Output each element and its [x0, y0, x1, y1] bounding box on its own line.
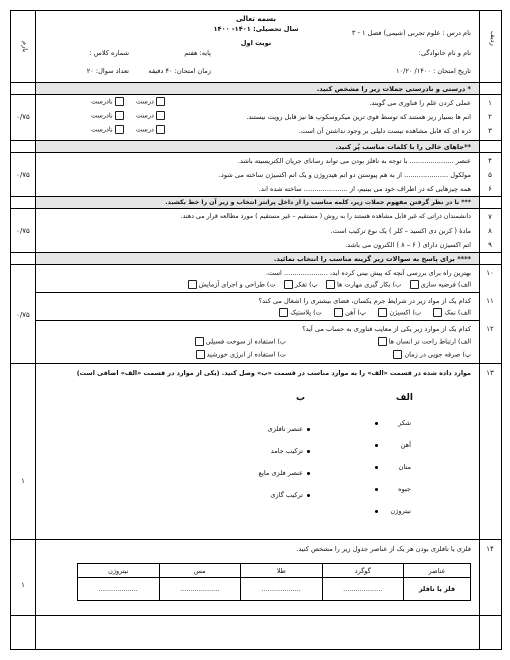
- option-d: ت) استفاده از انرژی خورشید: [206, 350, 286, 359]
- option-checkbox[interactable]: [378, 337, 387, 346]
- exam-sheet: [10, 10, 502, 650]
- option-d: ت) پلاستیک: [290, 308, 322, 317]
- match-dot[interactable]: [307, 450, 310, 453]
- question-number: ۱۲: [486, 325, 494, 333]
- question-number: ۱۱: [486, 297, 494, 305]
- tf-true-label: درست: [136, 97, 154, 106]
- divider: [11, 208, 501, 209]
- score-group-2: ۰/۷۵: [16, 171, 30, 179]
- option-checkbox[interactable]: [196, 350, 205, 359]
- tf-true-label: درست: [136, 111, 154, 120]
- option-a: الف) فرضیه سازی: [420, 280, 471, 289]
- student-name-field[interactable]: نام و نام خانوادگی:: [418, 49, 471, 57]
- match-a-item: نیتروژن: [390, 507, 411, 515]
- divider: [35, 320, 479, 321]
- option-checkbox[interactable]: [188, 280, 197, 289]
- mcq-question-11: کدام یک از مواد زیر در شرایط جرم یکسان، فضای بیشتری را اشغال می کند؟: [258, 297, 471, 305]
- tf-options-2: [91, 111, 167, 120]
- row-column-divider: [479, 11, 480, 649]
- question-number: ۳: [488, 127, 492, 135]
- option-checkbox[interactable]: [195, 337, 204, 346]
- tf-false-label: نادرست: [91, 111, 113, 120]
- option-checkbox[interactable]: [279, 308, 288, 317]
- section-2-title: **جاهای خالی را با کلمات مناسب پُر کنید.: [335, 143, 471, 151]
- choose-question-9: اتم اکسیژن دارای ( ۶ – ۸ ) الکترون می باشد.: [345, 241, 471, 249]
- score-group-1: ۰/۷۵: [16, 113, 30, 121]
- mcq-options-11: [277, 308, 471, 317]
- match-b-item: ترکیب گازی: [270, 491, 303, 499]
- question-number: ۲: [488, 113, 492, 121]
- table-cell: گوگرد: [322, 564, 404, 578]
- option-checkbox[interactable]: [378, 308, 387, 317]
- mcq-options-12b: [193, 337, 286, 346]
- choose-question-7: دانشمندان ذراتی که غیر قابل مشاهده هستند را به روش ( مستقیم – غیر مستقیم ) مورد مطالعه قرار می دهند.: [180, 213, 471, 220]
- option-c: پ) تفکر: [294, 280, 318, 289]
- match-dot[interactable]: [375, 444, 378, 447]
- section-3-title: *** با در نظر گرفتن مفهوم جملات زیر، کلمه مناسب را از داخل پرانتز انتخاب و زیر آن را خط بکشید.: [165, 199, 471, 206]
- option-checkbox[interactable]: [433, 308, 442, 317]
- question-number: ۴: [488, 157, 492, 165]
- mcq-options-12d: [194, 350, 286, 359]
- answer-cell[interactable]: ...................: [322, 578, 404, 601]
- tf-false-checkbox[interactable]: [115, 125, 124, 134]
- tf-question-2: اتم ها بسیار ریز هستند که توسط قوی ترین میکروسکوپ ها نیز قابل رویت نیستند.: [246, 113, 471, 121]
- answer-cell[interactable]: ...................: [78, 578, 160, 601]
- option-c: پ) صرفه جویی در زمان: [404, 350, 471, 359]
- tf-question-3: ذره ای که قابل مشاهده نیست دلیلی بر وجود نداشتن آن است.: [298, 127, 471, 135]
- exam-term: نوبت اول: [240, 39, 272, 47]
- divider: [11, 363, 501, 364]
- tf-true-label: درست: [136, 125, 154, 134]
- table-row: [78, 578, 471, 601]
- fill-question-5: مولکول ..................... از به هم پیوستن دو اتم هیدروژن و یک اتم اکسیژن ساخته می شود.: [218, 171, 471, 179]
- match-head-b: ب: [295, 393, 305, 403]
- match-a-item: آهن: [400, 441, 411, 449]
- score-header: بارم: [21, 41, 29, 53]
- choose-question-8: مادۀ ( کربن دی اکسید – کلر ) یک نوع ترکیب است.: [330, 227, 471, 235]
- tf-question-1: عملی کردن علم را فناوری می گویند.: [369, 99, 471, 107]
- option-checkbox[interactable]: [284, 280, 293, 289]
- tf-true-checkbox[interactable]: [156, 111, 165, 120]
- match-dot[interactable]: [375, 510, 378, 513]
- question-number: ۱۴: [486, 545, 494, 553]
- option-b: ب) استفاده از سوخت فسیلی: [205, 337, 286, 346]
- divider: [11, 615, 501, 616]
- section-4-title: **** برای پاسخ به سوالات زیر گزینه مناسب را انتخاب نمائید.: [273, 255, 471, 263]
- table-header-cell: عناصر: [404, 564, 471, 578]
- mcq-options-12c: [391, 350, 471, 359]
- score-q13: ۱: [21, 477, 25, 485]
- tf-options-1: [91, 97, 167, 106]
- tf-false-label: نادرست: [91, 97, 113, 106]
- question-number: ۹: [488, 241, 492, 249]
- option-checkbox[interactable]: [393, 350, 402, 359]
- match-head-a: الف: [395, 393, 413, 403]
- table-cell: نیتروژن: [78, 564, 160, 578]
- mcq-question-10: بهترین راه برای بررسی آنچه که پیش بینی کرده اید، ..................... است.: [265, 269, 471, 277]
- match-question-13: موارد داده شده در قسمت «الف» را به موارد مناسب در قسمت «ب» وصل کنید. (یکی از موارد در قسمت «الف» اضافی است): [76, 369, 471, 377]
- divider: [11, 94, 501, 95]
- match-b-item: عنصر فلزی مایع: [258, 469, 303, 477]
- question-number: ۱۳: [486, 369, 494, 377]
- tf-false-checkbox[interactable]: [115, 97, 124, 106]
- match-b-item: عنصر نافلزی: [267, 425, 303, 433]
- divider: [11, 264, 501, 265]
- match-dot[interactable]: [375, 422, 378, 425]
- question-number: ۱: [488, 99, 492, 107]
- tf-false-checkbox[interactable]: [115, 111, 124, 120]
- match-dot[interactable]: [375, 466, 378, 469]
- match-a-item: متان: [398, 463, 411, 471]
- tf-true-checkbox[interactable]: [156, 125, 165, 134]
- mcq-options-12a: [376, 337, 471, 346]
- course-name: نام درس : علوم تجربی (شیمی) فصل ۱ - ۳: [351, 29, 471, 37]
- option-checkbox[interactable]: [334, 308, 343, 317]
- match-a-item: شکر: [398, 419, 411, 427]
- fill-question-6: همه چیزهایی که در اطراف خود می بینیم، از ..................... ساخته شده اند.: [258, 185, 471, 193]
- score-group-4: ۰/۷۵: [16, 311, 30, 319]
- q14-text: فلزی یا نافلزی بودن هر یک از عناصر جدول زیر را مشخص کنید.: [296, 545, 471, 553]
- option-d: ت) طراحی و اجرای آزمایش: [198, 280, 276, 289]
- score-column-divider: [35, 11, 36, 649]
- fill-question-4: عنصر ..................... با توجه به نافلز بودن می تواند رسانای جریان الکتریسیته باشد.: [237, 157, 471, 165]
- match-a-item: جیوه: [398, 485, 411, 493]
- option-checkbox[interactable]: [410, 280, 419, 289]
- class-number-field[interactable]: شماره کلاس :: [89, 49, 129, 57]
- score-group-3: ۰/۷۵: [16, 227, 30, 235]
- option-a: الف) نمک: [444, 308, 471, 317]
- question-number: ۸: [488, 227, 492, 235]
- question-number: ۵: [488, 171, 492, 179]
- option-b: ب) بکار گیری مهارت ها: [337, 280, 402, 289]
- row-header: ردیف: [489, 31, 497, 46]
- match-dot[interactable]: [307, 428, 310, 431]
- tf-options-3: [91, 125, 167, 134]
- question-count: تعداد سوال: ۲۰: [86, 67, 129, 75]
- table-cell: مس: [159, 564, 241, 578]
- option-c: پ) آهن: [345, 308, 367, 317]
- exam-duration: زمان امتحان: ۴۰ دقیقه: [148, 67, 211, 75]
- divider: [11, 539, 501, 540]
- exam-date: تاریخ امتحان : ۱۴۰۰/ ۱۰/۲۰: [396, 67, 471, 75]
- answer-cell[interactable]: ...................: [159, 578, 241, 601]
- question-number: ۶: [488, 185, 492, 193]
- question-number: ۷: [488, 213, 492, 221]
- section-1-title: * درستی و نادرستی جملات زیر را مشخص کنید.: [316, 85, 471, 93]
- match-dot[interactable]: [375, 488, 378, 491]
- question-number: ۱۰: [486, 269, 494, 277]
- table-row: [78, 564, 471, 578]
- tf-true-checkbox[interactable]: [156, 97, 165, 106]
- match-b-item: ترکیب جامد: [270, 447, 303, 455]
- table-cell: طلا: [241, 564, 323, 578]
- mcq-options-10: [186, 280, 471, 289]
- divider: [35, 292, 479, 293]
- option-b: ب) اکسیژن: [389, 308, 422, 317]
- score-q14: ۱: [21, 581, 25, 589]
- divider: [11, 152, 501, 153]
- bismillah: بسمه تعالی: [235, 15, 277, 23]
- match-dot[interactable]: [307, 472, 310, 475]
- tf-false-label: نادرست: [91, 125, 113, 134]
- answer-cell[interactable]: ...................: [241, 578, 323, 601]
- mcq-question-12: کدام یک از موارد زیر یکی از معایب فناوری به حساب می آید؟: [302, 325, 471, 333]
- match-dot[interactable]: [307, 494, 310, 497]
- table-header-cell: فلز یا نافلز: [404, 578, 471, 601]
- elements-table: [77, 563, 471, 601]
- option-a: الف) ارتباط راحت تر انسان ها: [388, 337, 471, 346]
- grade-label: پایه: هفتم: [184, 49, 211, 57]
- option-checkbox[interactable]: [326, 280, 335, 289]
- school-year: سال تحصیلی: ۱۴۰۱- ۱۴۰۰: [213, 25, 299, 33]
